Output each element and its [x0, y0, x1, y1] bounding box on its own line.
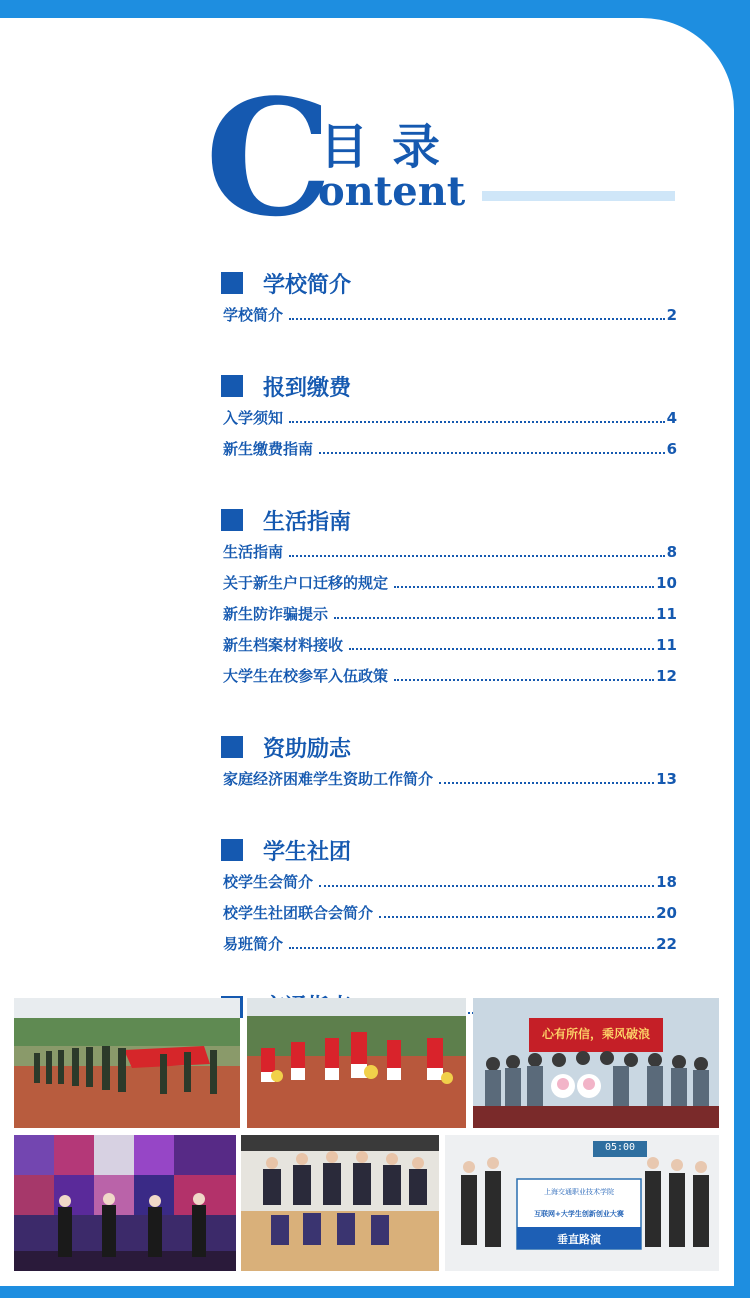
toc-entry-page: 11: [656, 636, 677, 654]
section-title: 生活指南: [263, 509, 352, 535]
dot-leader: [289, 947, 654, 949]
section-square-icon: [221, 736, 243, 758]
toc-entry[interactable]: [221, 665, 677, 696]
toc-entry[interactable]: [221, 933, 677, 964]
toc-entry[interactable]: [221, 768, 677, 799]
toc-entry[interactable]: [221, 572, 677, 603]
toc-entry-label: 校学生会简介: [223, 873, 314, 891]
toc-entry-page: 22: [656, 935, 677, 953]
toc-entry-page: 8: [666, 543, 677, 561]
section-title: 学校简介: [263, 272, 352, 298]
dot-leader: [289, 421, 665, 423]
dot-leader: [394, 586, 654, 588]
page-title-english: ontent: [318, 168, 466, 215]
toc-entry[interactable]: [221, 407, 677, 438]
toc-entry-label: 关于新生户口迁移的规定: [223, 574, 389, 592]
big-letter-c: C: [205, 64, 333, 252]
sign-line-2: 垂直路演: [557, 1233, 601, 1246]
table-of-contents: [221, 268, 677, 1024]
photo-roadshow-group: [445, 1135, 719, 1271]
toc-entry-label: 学校简介: [223, 306, 284, 324]
toc-entry-page: 20: [656, 904, 677, 922]
toc-entry-page: 13: [656, 770, 677, 788]
section-title: 学生社团: [263, 839, 352, 865]
toc-entry-label: 易班简介: [223, 935, 284, 953]
toc-entry[interactable]: [221, 603, 677, 634]
dot-leader: [394, 679, 654, 681]
toc-entry-page: 4: [666, 409, 677, 427]
dot-leader: [379, 916, 654, 918]
dot-leader: [349, 648, 654, 650]
toc-entry-label: 新生缴费指南: [223, 440, 314, 458]
dot-leader: [289, 318, 665, 320]
section-heading: [221, 371, 677, 401]
toc-entry-label: 大学生在校参军入伍政策: [223, 667, 389, 685]
toc-entry-label: 校学生社团联合会简介: [223, 904, 374, 922]
toc-entry-page: 11: [656, 605, 677, 623]
toc-entry[interactable]: [221, 438, 677, 469]
toc-entry[interactable]: [221, 902, 677, 933]
toc-entry[interactable]: [221, 634, 677, 665]
section-heading: [221, 835, 677, 865]
toc-entry-page: 10: [656, 574, 677, 592]
photo-group-event: [473, 998, 719, 1128]
photo-stage-performance: [14, 1135, 236, 1271]
dot-leader: [319, 885, 654, 887]
toc-entry-page: 2: [666, 306, 677, 324]
section-title: 报到缴费: [263, 375, 352, 401]
toc-entry[interactable]: [221, 304, 677, 335]
banner-text: 心有所信，乘风破浪: [541, 1027, 650, 1041]
toc-entry-label: 新生防诈骗提示: [223, 605, 329, 623]
dot-leader: [439, 782, 654, 784]
section-title: 资助励志: [263, 736, 352, 762]
section-heading: [221, 505, 677, 535]
dot-leader: [334, 617, 654, 619]
toc-entry-label: 生活指南: [223, 543, 284, 561]
toc-entry-page: 18: [656, 873, 677, 891]
section-square-icon: [221, 272, 243, 294]
section-square-icon: [221, 839, 243, 861]
toc-entry-page: 12: [656, 667, 677, 685]
toc-entry-label: 新生档案材料接收: [223, 636, 344, 654]
photo-basketball-team: [241, 1135, 439, 1271]
toc-entry-label: 家庭经济困难学生资助工作简介: [223, 770, 434, 788]
title-accent-bar: [482, 191, 675, 201]
dot-leader: [319, 452, 665, 454]
toc-entry[interactable]: [221, 871, 677, 902]
section-heading: [221, 732, 677, 762]
toc-entry-page: 6: [666, 440, 677, 458]
page-title: 目录: [320, 119, 465, 175]
toc-entry[interactable]: [221, 541, 677, 572]
dot-leader: [289, 555, 665, 557]
section-square-icon: [221, 375, 243, 397]
section-square-icon: [221, 509, 243, 531]
sign-school-name: 上海交通职业技术学院: [544, 1188, 614, 1196]
section-heading: [221, 268, 677, 298]
sign-line-1: 互联网+大学生创新创业大赛: [534, 1210, 624, 1218]
toc-entry-label: 入学须知: [223, 409, 284, 427]
photo-cheerleading: [247, 998, 466, 1128]
photo-flag-ceremony: [14, 998, 240, 1128]
timer-display: 05:00: [604, 1142, 636, 1153]
